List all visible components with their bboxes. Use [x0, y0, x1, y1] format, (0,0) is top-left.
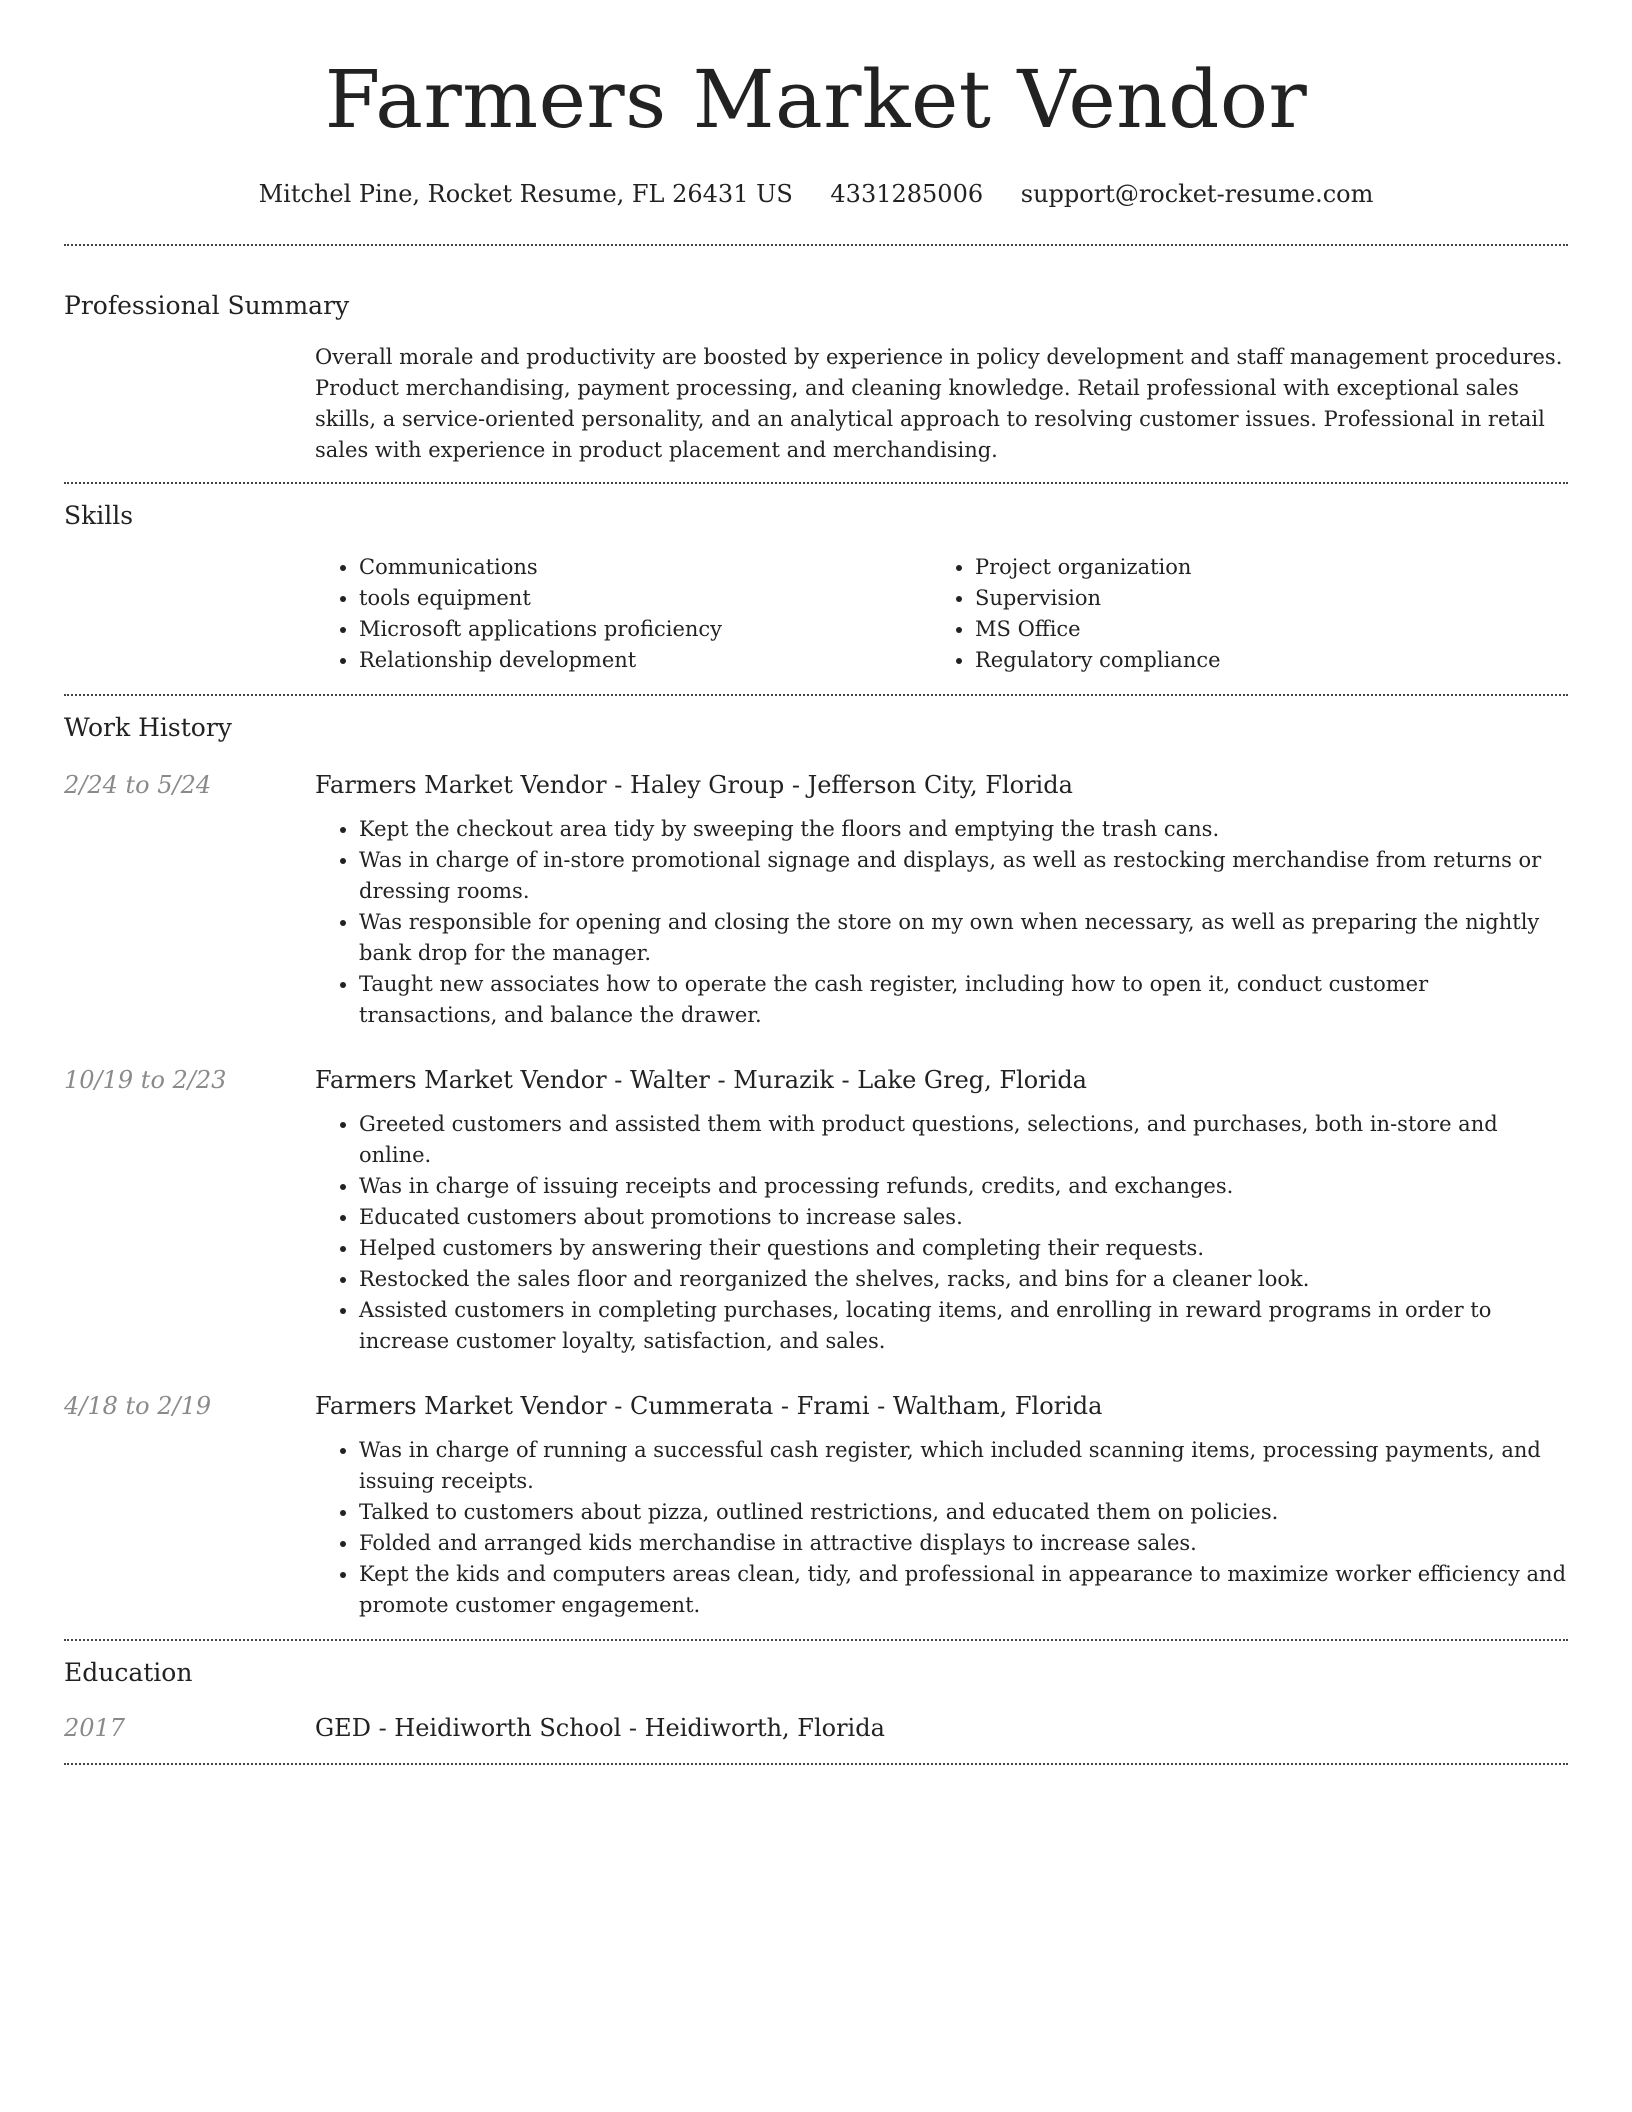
job-dates: 10/19 to 2/23 [64, 1066, 227, 1094]
job-bullet: • Educated customers about promotions to increase sales. [359, 1202, 1568, 1233]
education-entry [64, 1711, 1568, 1745]
job-dates: 4/18 to 2/19 [64, 1392, 212, 1420]
job-bullet: • Kept the kids and computers areas clean, tidy, and professional in appearance to maximize worker efficiency and promote customer engagement. [359, 1559, 1568, 1621]
job-entry [64, 1389, 1568, 1621]
job-entry [64, 768, 1568, 1031]
skill-item: • Communications [359, 552, 931, 583]
skill-item: • MS Office [975, 614, 1547, 645]
job-bullet: • Was in charge of running a successful cash register, which included scanning items, processing payments, and issuing receipts. [359, 1435, 1568, 1497]
skill-item: • Supervision [975, 583, 1547, 614]
job-bullet: • Taught new associates how to operate the cash register, including how to open it, conduct customer transactions, and balance the drawer. [359, 969, 1568, 1031]
section-title-work: Work History [64, 713, 232, 742]
job-bullet: • Was in charge of issuing receipts and processing refunds, credits, and exchanges. [359, 1171, 1568, 1202]
skill-item: • Microsoft applications proficiency [359, 614, 931, 645]
skills-column-right [931, 552, 1547, 676]
skills-section [64, 484, 1568, 694]
job-title: Farmers Market Vendor - Cummerata - Frami - Waltham, Florida [315, 1392, 1103, 1420]
summary-text: Overall morale and productivity are boosted by experience in policy development and staff management procedures. Product merchandising, payment processing, and cleaning knowledge. Retail professional with exceptional sales skills, a service-oriented personality, and an analytical approach to resolving customer issues. Professional in retail sales with experience in product placement and merchandising. [315, 345, 1563, 462]
skill-item: • Project organization [975, 552, 1547, 583]
education-year: 2017 [64, 1714, 126, 1742]
job-bullet: • Talked to customers about pizza, outlined restrictions, and educated them on policies. [359, 1497, 1568, 1528]
summary-section [64, 246, 1568, 482]
job-bullet: • Greeted customers and assisted them with product questions, selections, and purchases, both in-store and online. [359, 1109, 1568, 1171]
education-detail: GED - Heidiworth School - Heidiworth, Florida [315, 1714, 885, 1742]
job-bullet: • Was in charge of in-store promotional signage and displays, as well as restocking merchandise from returns or dressing rooms. [359, 845, 1568, 907]
job-dates: 2/24 to 5/24 [64, 771, 212, 799]
job-bullet: • Kept the checkout area tidy by sweeping the floors and emptying the trash cans. [359, 814, 1568, 845]
job-bullet: • Folded and arranged kids merchandise in attractive displays to increase sales. [359, 1528, 1568, 1559]
contact-phone: 4331285006 [830, 180, 984, 208]
job-bullet: • Restocked the sales floor and reorganized the shelves, racks, and bins for a cleaner look. [359, 1264, 1568, 1295]
resume-header [64, 0, 1568, 210]
job-bullet: • Was responsible for opening and closing the store on my own when necessary, as well as preparing the nightly bank drop for the manager. [359, 907, 1568, 969]
job-bullet: • Assisted customers in completing purchases, locating items, and enrolling in reward programs in order to increase customer loyalty, satisfaction, and sales. [359, 1295, 1568, 1357]
skill-item: • Relationship development [359, 645, 931, 676]
skill-item: • Regulatory compliance [975, 645, 1547, 676]
skills-list [315, 552, 1568, 676]
contact-address: Mitchel Pine, Rocket Resume, FL 26431 US [258, 180, 793, 208]
contact-line [64, 178, 1568, 210]
job-bullets [315, 814, 1568, 1031]
section-title-summary: Professional Summary [64, 291, 350, 320]
skill-item: • tools equipment [359, 583, 931, 614]
job-bullets [315, 1435, 1568, 1621]
contact-email: support@rocket-resume.com [1020, 180, 1374, 208]
section-title-skills: Skills [64, 501, 134, 530]
candidate-name: Farmers Market Vendor [324, 53, 1308, 146]
divider [64, 1763, 1568, 1765]
job-bullets [315, 1109, 1568, 1357]
job-title: Farmers Market Vendor - Walter - Murazik - Lake Greg, Florida [315, 1066, 1087, 1094]
skills-column-left [315, 552, 931, 676]
job-bullet: • Helped customers by answering their questions and completing their requests. [359, 1233, 1568, 1264]
job-entry [64, 1063, 1568, 1357]
work-history-section [64, 696, 1568, 1639]
job-title: Farmers Market Vendor - Haley Group - Jefferson City, Florida [315, 771, 1073, 799]
section-title-education: Education [64, 1658, 193, 1687]
education-section [64, 1641, 1568, 1763]
